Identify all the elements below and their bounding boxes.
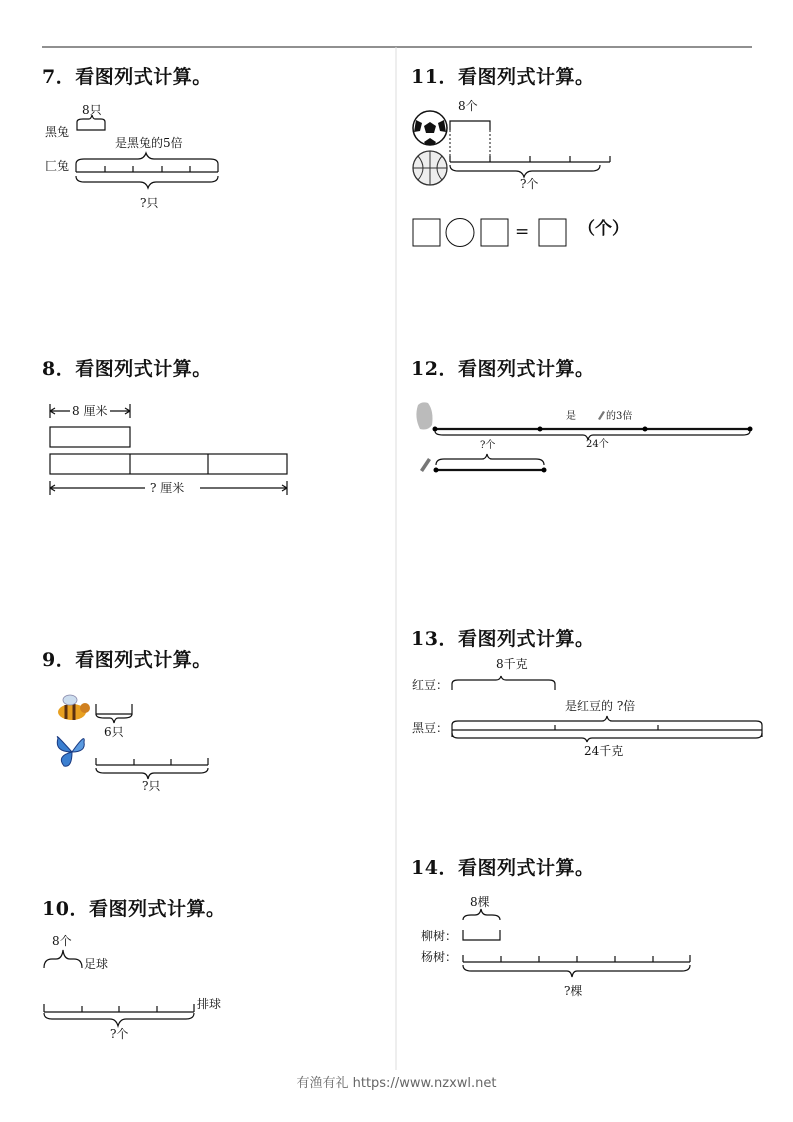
label-note-post: 的3倍 <box>606 411 633 422</box>
operator-circle[interactable] <box>446 219 474 247</box>
basketball-icon <box>413 151 447 185</box>
label-red-bean: 红豆： <box>412 678 449 692</box>
label-24kg: 24千克 <box>584 744 624 758</box>
label-total: 24个 <box>586 439 609 450</box>
label-poplar: 杨树： <box>421 950 458 964</box>
label-black-rabbit: 黑兔 <box>45 125 70 139</box>
problem-10-heading: 10．看图列式计算。 <box>42 898 226 920</box>
label-volleyball: 排球 <box>197 997 222 1011</box>
label-8: 8个 <box>458 99 478 113</box>
problem-12-diagram <box>416 402 752 472</box>
carrot-icon <box>420 458 431 472</box>
label-8cm: 8 厘米 <box>72 404 108 418</box>
problem-7-heading: 7．看图列式计算。 <box>42 66 212 88</box>
equals-sign: = <box>515 222 530 242</box>
label-question: ?个 <box>480 440 496 451</box>
football-segment <box>450 121 490 130</box>
bee-icon <box>58 695 90 720</box>
problem-12-heading: 12．看图列式计算。 <box>411 358 595 380</box>
soccer-ball-icon <box>413 111 447 145</box>
label-willow: 柳树： <box>421 929 458 943</box>
label-question: ?只 <box>140 196 159 210</box>
problem-10-diagram <box>44 950 194 1026</box>
problem-11-heading: 11．看图列式计算。 <box>411 66 595 88</box>
label-question: ? 厘米 <box>150 481 185 495</box>
label-football: 足球 <box>84 957 109 971</box>
problem-8-heading: 8．看图列式计算。 <box>42 358 212 380</box>
problem-9-heading: 9．看图列式计算。 <box>42 649 212 671</box>
brace-bottom <box>76 176 218 188</box>
willow-bracket <box>463 930 500 940</box>
label-white-rabbit: 匚兔 <box>45 159 70 173</box>
problem-14-heading: 14．看图列式计算。 <box>411 857 595 879</box>
butterfly-icon <box>57 737 84 767</box>
brace-black-rabbit <box>77 115 105 130</box>
bee-bracket <box>96 704 132 714</box>
cabbage-icon <box>416 402 432 429</box>
long-bar <box>50 454 287 474</box>
label-question: ?只 <box>142 779 161 793</box>
label-times: 是黑兔的5倍 <box>115 136 183 150</box>
label-question: ?个 <box>110 1027 129 1041</box>
label-question: ?个 <box>520 177 539 191</box>
label-8: 8只 <box>82 103 102 117</box>
answer-box-2[interactable] <box>481 219 508 246</box>
label-8: 8个 <box>52 934 72 948</box>
unit-label: （个） <box>578 219 629 239</box>
label-times: 是红豆的 ?倍 <box>565 699 636 713</box>
problem-9-diagram <box>57 695 208 779</box>
label-question: ?棵 <box>564 984 583 998</box>
label-black-bean: 黑豆： <box>412 721 449 735</box>
answer-box-3[interactable] <box>539 219 566 246</box>
short-bar <box>50 427 130 447</box>
red-bean-bracket <box>452 676 555 690</box>
black-bean-bracket <box>452 716 762 737</box>
problem-7-diagram <box>76 115 218 188</box>
footer-watermark: 有渔有礼 https://www.nzxwl.net <box>296 1076 497 1091</box>
label-6: 6只 <box>104 725 124 739</box>
problem-13-heading: 13．看图列式计算。 <box>411 628 595 650</box>
label-note-pre: 是 <box>566 411 576 422</box>
brace-top <box>76 153 218 164</box>
answer-box-1[interactable] <box>413 219 440 246</box>
football-brace <box>44 950 82 968</box>
label-8: 8棵 <box>470 895 490 909</box>
label-8kg: 8千克 <box>496 657 528 671</box>
problem-14-diagram <box>463 909 690 977</box>
